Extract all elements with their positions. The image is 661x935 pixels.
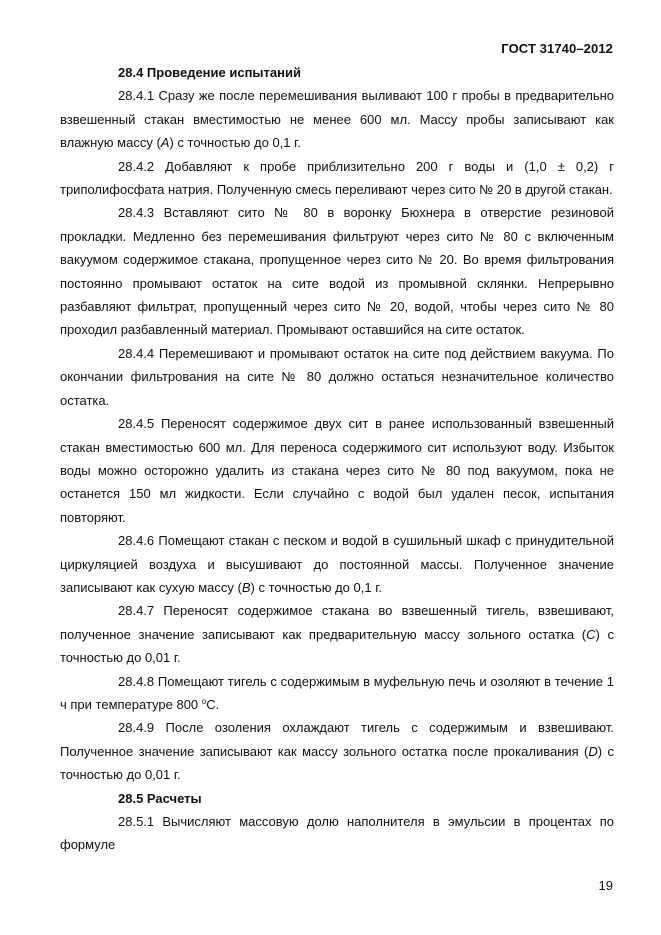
paragraph-28-4-3: 28.4.3 Вставляют сито № 80 в воронку Бюхнера в отверстие резиновой прокладки. Медленно без перемешивания фильтруют через сито № 80 с включенным вакуумом содержимое стакана, пропущенное через сито № 20. Во время фильтрования постоянно промывают остаток на сите водой из промывной склянки. Непрерывно разбавляют фильтрат, пропущенный через сито № 20, водой, чтобы через сито № 80 проходил разбавленный материал. Промывают оставшийся на сите остаток. — [60, 205, 614, 338]
document-body — [60, 61, 614, 857]
paragraph-28-4-6: 28.4.6 Помещают стакан с песком и водой в сушильный шкаф с принудительной циркуляцией воздуха и высушивают до постоянной массы. Полученное значение записывают как сухую массу (B) с точностью до 0,1 г. — [60, 533, 614, 595]
variable-d: D — [588, 743, 598, 759]
paragraph-28-4-1: 28.4.1 Сразу же после перемешивания выливают 100 г пробы в предварительно взвешенный стакан вместимостью не менее 600 мл. Массу пробы записывают как влажную массу (A) с точностью до 0,1 г. — [60, 88, 614, 151]
variable-b: B — [241, 579, 251, 595]
variable-c: C — [586, 626, 596, 642]
paragraph-28-4-5: 28.4.5 Переносят содержимое двух сит в ранее использованный взвешенный стакан вместимостью 600 мл. Для переноса содержимого сит используют воду. Избыток воды можно осторожно удалить из стакана через сито № 80 под вакуумом, пока не останется 150 мл жидкости. Если случайно с водой был удален песок, испытания повторяют. — [60, 416, 614, 525]
paragraph-28-4-4: 28.4.4 Перемешивают и промывают остаток на сите под действием вакуума. По окончании фильтрования на сите № 80 должно остаться незначительное количество остатка. — [60, 345, 614, 408]
paragraph-28-4-9: 28.4.9 После озоления охлаждают тигель с содержимым и взвешивают. Полученное значение записывают как массу зольного остатка после прокаливания (D) с точностью до 0,01 г. — [60, 720, 614, 783]
section-heading-28-4: 28.4 Проведение испытаний — [118, 65, 301, 80]
paragraph-28-4-7: 28.4.7 Переносят содержимое стакана во взвешенный тигель, взвешивают, полученное значение записывают как предварительную массу зольного остатка (C) с точностью до 0,01 г. — [60, 603, 614, 666]
paragraph-28-5-1: 28.5.1 Вычисляют массовую долю наполнителя в эмульсии в процентах по формуле — [60, 814, 614, 853]
degree-sign: o — [201, 696, 207, 706]
paragraph-28-4-2: 28.4.2 Добавляют к пробе приблизительно 200 г воды и (1,0 ± 0,2) г триполифосфата натрия. Полученную смесь переливают через сито № 20 в другой стакан. — [60, 158, 614, 198]
page-number: 19 — [598, 878, 613, 893]
document-standard-header: ГОСТ 31740–2012 — [501, 41, 613, 56]
variable-a: A — [160, 135, 170, 151]
section-heading-28-5: 28.5 Расчеты — [118, 790, 202, 806]
paragraph-28-4-8: 28.4.8 Помещают тигель с содержимым в муфельную печь и озоляют в течение 1 ч при температуре 800 $^o$С. — [60, 673, 614, 712]
